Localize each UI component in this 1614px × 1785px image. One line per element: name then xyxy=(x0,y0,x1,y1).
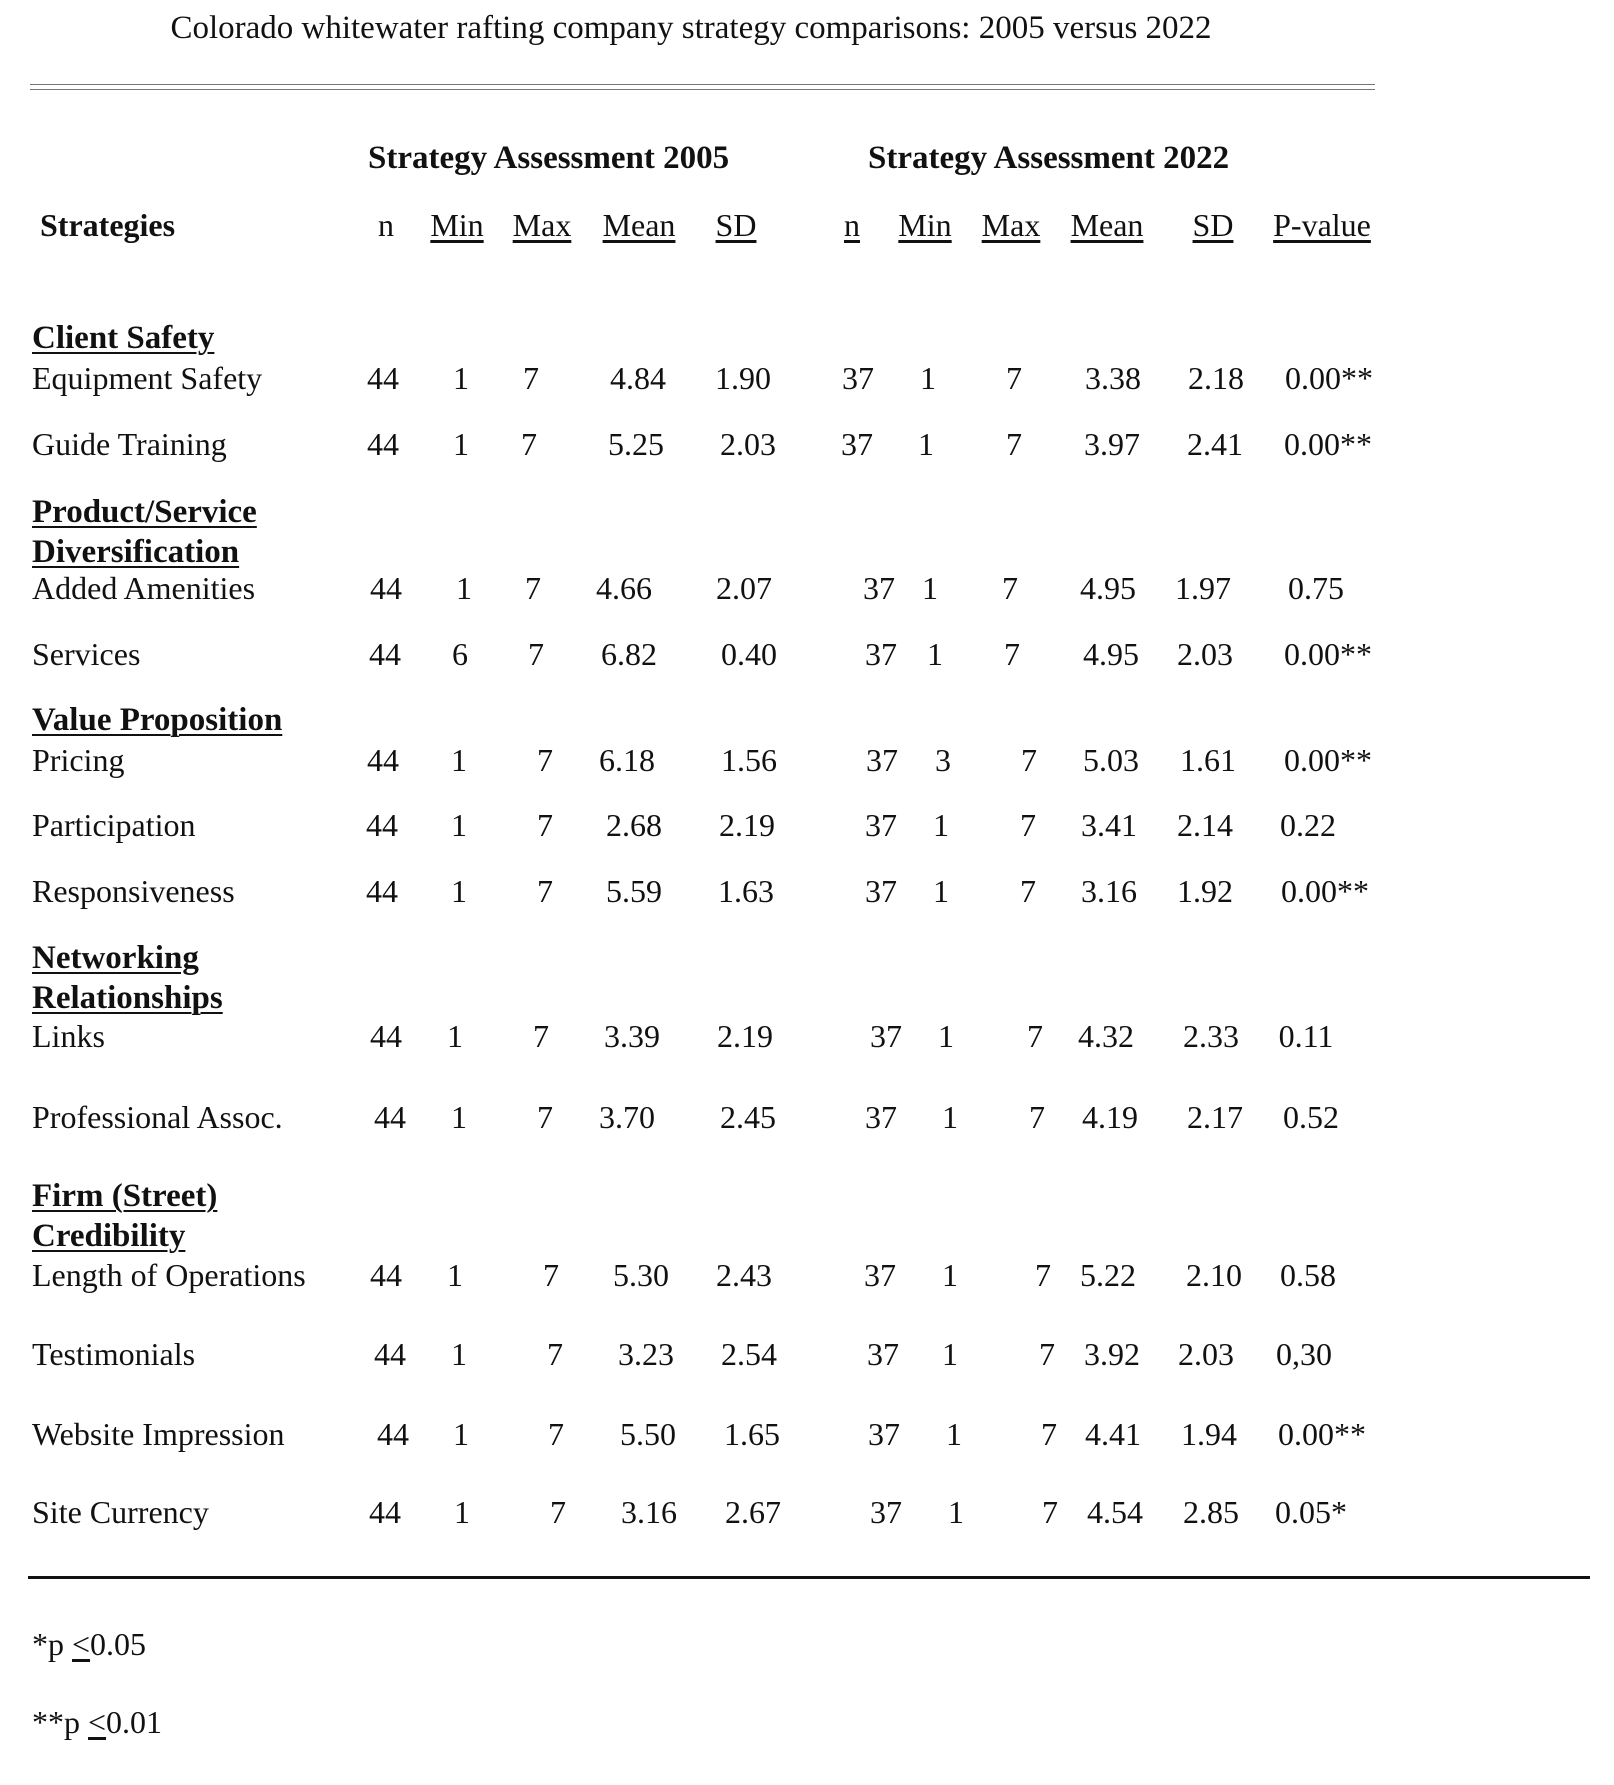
cell-max-2005: 7 xyxy=(533,1018,549,1054)
col-mean-2022: Mean xyxy=(1070,207,1144,243)
cell-mean-2005: 5.25 xyxy=(608,426,664,462)
row-label: Site Currency xyxy=(32,1494,209,1530)
cell-sd-2005: 2.07 xyxy=(716,570,772,606)
cell-mean-2022: 4.95 xyxy=(1080,570,1136,606)
cell-max-2005: 7 xyxy=(521,426,537,462)
section-product-service-diversification xyxy=(32,492,257,572)
cell-sd-2005: 2.67 xyxy=(725,1494,781,1530)
cell-sd-2005: 1.63 xyxy=(718,873,774,909)
row-label: Professional Assoc. xyxy=(32,1099,283,1135)
cell-max-2022: 7 xyxy=(1020,807,1036,843)
cell-min-2022: 1 xyxy=(920,360,936,396)
cell-n-2022: 37 xyxy=(863,570,895,606)
cell-pvalue: 0.22 xyxy=(1280,807,1336,843)
col-n-2005: n xyxy=(378,207,394,243)
cell-min-2005: 1 xyxy=(451,1336,467,1372)
cell-max-2022: 7 xyxy=(1029,1099,1045,1135)
cell-pvalue: 0.00** xyxy=(1284,636,1372,672)
cell-n-2022: 37 xyxy=(865,807,897,843)
cell-max-2022: 7 xyxy=(1002,570,1018,606)
cell-min-2022: 1 xyxy=(918,426,934,462)
group-header-2022: Strategy Assessment 2022 xyxy=(868,140,1230,176)
cell-min-2005: 1 xyxy=(453,360,469,396)
cell-n-2005: 44 xyxy=(367,426,399,462)
row-label: Pricing xyxy=(32,742,125,778)
cell-min-2022: 1 xyxy=(922,570,938,606)
cell-sd-2022: 2.33 xyxy=(1183,1018,1239,1054)
cell-sd-2005: 2.43 xyxy=(716,1257,772,1293)
section-client-safety: Client Safety xyxy=(32,320,215,356)
cell-mean-2022: 4.41 xyxy=(1085,1416,1141,1452)
cell-mean-2005: 3.39 xyxy=(604,1018,660,1054)
section-firm-street-credibility xyxy=(32,1176,217,1256)
cell-sd-2022: 2.14 xyxy=(1177,807,1233,843)
cell-pvalue: 0.11 xyxy=(1278,1018,1334,1054)
cell-max-2022: 7 xyxy=(1041,1416,1057,1452)
cell-max-2022: 7 xyxy=(1035,1257,1051,1293)
cell-sd-2022: 2.10 xyxy=(1186,1257,1242,1293)
cell-n-2005: 44 xyxy=(366,807,398,843)
cell-mean-2005: 3.70 xyxy=(599,1099,655,1135)
cell-mean-2005: 5.30 xyxy=(613,1257,669,1293)
cell-mean-2022: 4.95 xyxy=(1083,636,1139,672)
cell-mean-2005: 5.50 xyxy=(620,1416,676,1452)
cell-max-2005: 7 xyxy=(547,1336,563,1372)
cell-mean-2022: 4.54 xyxy=(1087,1494,1143,1530)
cell-min-2022: 1 xyxy=(942,1099,958,1135)
cell-mean-2005: 6.82 xyxy=(601,636,657,672)
cell-min-2005: 1 xyxy=(453,1416,469,1452)
col-min-2005: Min xyxy=(430,207,484,243)
col-sd-2022: SD xyxy=(1192,207,1234,243)
cell-min-2022: 1 xyxy=(927,636,943,672)
cell-pvalue: 0.05* xyxy=(1275,1494,1347,1530)
cell-mean-2022: 3.97 xyxy=(1084,426,1140,462)
cell-pvalue: 0.52 xyxy=(1283,1099,1339,1135)
cell-sd-2005: 2.03 xyxy=(720,426,776,462)
cell-min-2005: 1 xyxy=(456,570,472,606)
cell-n-2022: 37 xyxy=(870,1494,902,1530)
cell-sd-2022: 2.03 xyxy=(1177,636,1233,672)
cell-pvalue: 0,30 xyxy=(1276,1336,1332,1372)
col-max-2022: Max xyxy=(981,207,1041,243)
cell-n-2022: 37 xyxy=(865,636,897,672)
footnote-prefix: *p xyxy=(32,1626,72,1662)
cell-pvalue: 0.58 xyxy=(1280,1257,1336,1293)
cell-mean-2005: 2.68 xyxy=(606,807,662,843)
footnote-value: 0.01 xyxy=(106,1704,163,1740)
section-title-line2: Credibility xyxy=(32,1218,186,1254)
cell-max-2022: 7 xyxy=(1004,636,1020,672)
cell-n-2005: 44 xyxy=(374,1099,406,1135)
row-label: Testimonials xyxy=(32,1336,196,1372)
cell-sd-2022: 1.94 xyxy=(1181,1416,1237,1452)
cell-min-2022: 1 xyxy=(948,1494,964,1530)
cell-max-2022: 7 xyxy=(1021,742,1037,778)
footnote-significance-01 xyxy=(32,1704,162,1741)
col-pvalue: P-value xyxy=(1273,207,1371,243)
cell-n-2022: 37 xyxy=(870,1018,902,1054)
cell-n-2005: 44 xyxy=(377,1416,409,1452)
cell-min-2005: 1 xyxy=(454,1494,470,1530)
cell-n-2022: 37 xyxy=(865,873,897,909)
cell-pvalue: 0.00** xyxy=(1278,1416,1366,1452)
cell-sd-2022: 2.03 xyxy=(1178,1336,1234,1372)
top-double-rule xyxy=(30,84,1375,90)
cell-min-2005: 1 xyxy=(451,873,467,909)
cell-sd-2005: 2.19 xyxy=(717,1018,773,1054)
cell-sd-2022: 1.97 xyxy=(1175,570,1231,606)
cell-pvalue: 0.00** xyxy=(1281,873,1369,909)
cell-n-2005: 44 xyxy=(374,1336,406,1372)
cell-n-2022: 37 xyxy=(865,1099,897,1135)
row-label: Participation xyxy=(32,807,196,843)
cell-pvalue: 0.00** xyxy=(1284,742,1372,778)
cell-min-2022: 1 xyxy=(933,807,949,843)
cell-pvalue: 0.75 xyxy=(1288,570,1344,606)
cell-min-2005: 1 xyxy=(451,1099,467,1135)
cell-sd-2005: 2.19 xyxy=(719,807,775,843)
cell-n-2022: 37 xyxy=(842,360,874,396)
row-label: Guide Training xyxy=(32,426,227,462)
cell-min-2005: 1 xyxy=(447,1257,463,1293)
cell-n-2005: 44 xyxy=(367,360,399,396)
cell-max-2022: 7 xyxy=(1006,360,1022,396)
cell-max-2005: 7 xyxy=(548,1416,564,1452)
cell-min-2005: 6 xyxy=(452,636,468,672)
cell-n-2005: 44 xyxy=(369,1494,401,1530)
less-equal-symbol: < xyxy=(72,1626,91,1662)
cell-max-2005: 7 xyxy=(528,636,544,672)
cell-mean-2005: 4.66 xyxy=(596,570,652,606)
bottom-rule xyxy=(28,1576,1590,1579)
footnote-value: 0.05 xyxy=(90,1626,147,1662)
cell-sd-2005: 2.45 xyxy=(720,1099,776,1135)
cell-n-2022: 37 xyxy=(867,1336,899,1372)
cell-max-2005: 7 xyxy=(543,1257,559,1293)
section-title-line2: Diversification xyxy=(32,534,240,570)
cell-max-2005: 7 xyxy=(537,873,553,909)
cell-n-2005: 44 xyxy=(370,1018,402,1054)
cell-sd-2005: 0.40 xyxy=(721,636,777,672)
section-title-line2: Relationships xyxy=(32,980,223,1016)
cell-n-2022: 37 xyxy=(864,1257,896,1293)
section-title-line1: Product/Service xyxy=(32,494,257,530)
cell-max-2005: 7 xyxy=(523,360,539,396)
cell-n-2005: 44 xyxy=(370,570,402,606)
cell-mean-2022: 5.03 xyxy=(1083,742,1139,778)
cell-min-2022: 3 xyxy=(935,742,951,778)
section-title-line1: Firm (Street) xyxy=(32,1178,218,1214)
cell-mean-2022: 3.16 xyxy=(1081,873,1137,909)
cell-sd-2022: 2.41 xyxy=(1187,426,1243,462)
cell-min-2022: 1 xyxy=(938,1018,954,1054)
strategies-header: Strategies xyxy=(40,207,176,243)
cell-max-2005: 7 xyxy=(525,570,541,606)
cell-mean-2022: 4.32 xyxy=(1078,1018,1134,1054)
cell-sd-2022: 1.92 xyxy=(1177,873,1233,909)
cell-sd-2022: 2.18 xyxy=(1188,360,1244,396)
cell-sd-2005: 1.90 xyxy=(715,360,771,396)
cell-min-2022: 1 xyxy=(933,873,949,909)
section-networking-relationships xyxy=(32,938,223,1018)
cell-max-2005: 7 xyxy=(537,1099,553,1135)
row-label: Equipment Safety xyxy=(32,360,263,396)
cell-min-2005: 1 xyxy=(453,426,469,462)
row-label: Services xyxy=(32,636,141,672)
cell-max-2022: 7 xyxy=(1042,1494,1058,1530)
cell-mean-2022: 4.19 xyxy=(1082,1099,1138,1135)
cell-n-2005: 44 xyxy=(366,873,398,909)
section-title-line1: Networking xyxy=(32,940,199,976)
cell-mean-2022: 3.41 xyxy=(1081,807,1137,843)
cell-mean-2005: 4.84 xyxy=(610,360,666,396)
cell-max-2005: 7 xyxy=(550,1494,566,1530)
cell-max-2022: 7 xyxy=(1006,426,1022,462)
footnote-prefix: **p xyxy=(32,1704,88,1740)
cell-min-2005: 1 xyxy=(451,742,467,778)
cell-sd-2022: 2.85 xyxy=(1183,1494,1239,1530)
cell-mean-2005: 6.18 xyxy=(599,742,655,778)
less-equal-symbol: < xyxy=(88,1704,107,1740)
cell-max-2022: 7 xyxy=(1027,1018,1043,1054)
row-label: Links xyxy=(32,1018,105,1054)
cell-max-2022: 7 xyxy=(1039,1336,1055,1372)
cell-max-2022: 7 xyxy=(1020,873,1036,909)
table-title: Colorado whitewater rafting company strategy comparisons: 2005 versus 2022 xyxy=(170,10,1212,46)
col-max-2005: Max xyxy=(512,207,572,243)
cell-n-2022: 37 xyxy=(866,742,898,778)
section-value-proposition: Value Proposition xyxy=(32,702,283,738)
cell-mean-2005: 3.23 xyxy=(618,1336,674,1372)
cell-min-2005: 1 xyxy=(447,1018,463,1054)
cell-min-2022: 1 xyxy=(942,1257,958,1293)
cell-min-2005: 1 xyxy=(451,807,467,843)
cell-pvalue: 0.00** xyxy=(1284,426,1372,462)
cell-mean-2005: 3.16 xyxy=(621,1494,677,1530)
col-n-2022: n xyxy=(844,207,860,243)
cell-mean-2022: 5.22 xyxy=(1080,1257,1136,1293)
col-sd-2005: SD xyxy=(715,207,757,243)
cell-n-2005: 44 xyxy=(367,742,399,778)
cell-n-2022: 37 xyxy=(841,426,873,462)
cell-mean-2022: 3.38 xyxy=(1085,360,1141,396)
col-min-2022: Min xyxy=(898,207,952,243)
cell-min-2022: 1 xyxy=(942,1336,958,1372)
cell-min-2022: 1 xyxy=(946,1416,962,1452)
cell-sd-2005: 2.54 xyxy=(721,1336,777,1372)
row-label: Responsiveness xyxy=(32,873,235,909)
cell-n-2022: 37 xyxy=(868,1416,900,1452)
row-label: Website Impression xyxy=(32,1416,285,1452)
cell-n-2005: 44 xyxy=(370,1257,402,1293)
group-header-2005: Strategy Assessment 2005 xyxy=(368,140,730,176)
cell-max-2005: 7 xyxy=(537,807,553,843)
cell-mean-2022: 3.92 xyxy=(1084,1336,1140,1372)
col-mean-2005: Mean xyxy=(602,207,676,243)
cell-sd-2022: 2.17 xyxy=(1187,1099,1243,1135)
cell-n-2005: 44 xyxy=(369,636,401,672)
cell-sd-2005: 1.65 xyxy=(724,1416,780,1452)
row-label: Added Amenities xyxy=(32,570,256,606)
cell-max-2005: 7 xyxy=(537,742,553,778)
row-label: Length of Operations xyxy=(32,1257,306,1293)
cell-sd-2005: 1.56 xyxy=(721,742,777,778)
footnote-significance-05 xyxy=(32,1626,146,1663)
cell-mean-2005: 5.59 xyxy=(606,873,662,909)
cell-pvalue: 0.00** xyxy=(1285,360,1373,396)
cell-sd-2022: 1.61 xyxy=(1180,742,1236,778)
